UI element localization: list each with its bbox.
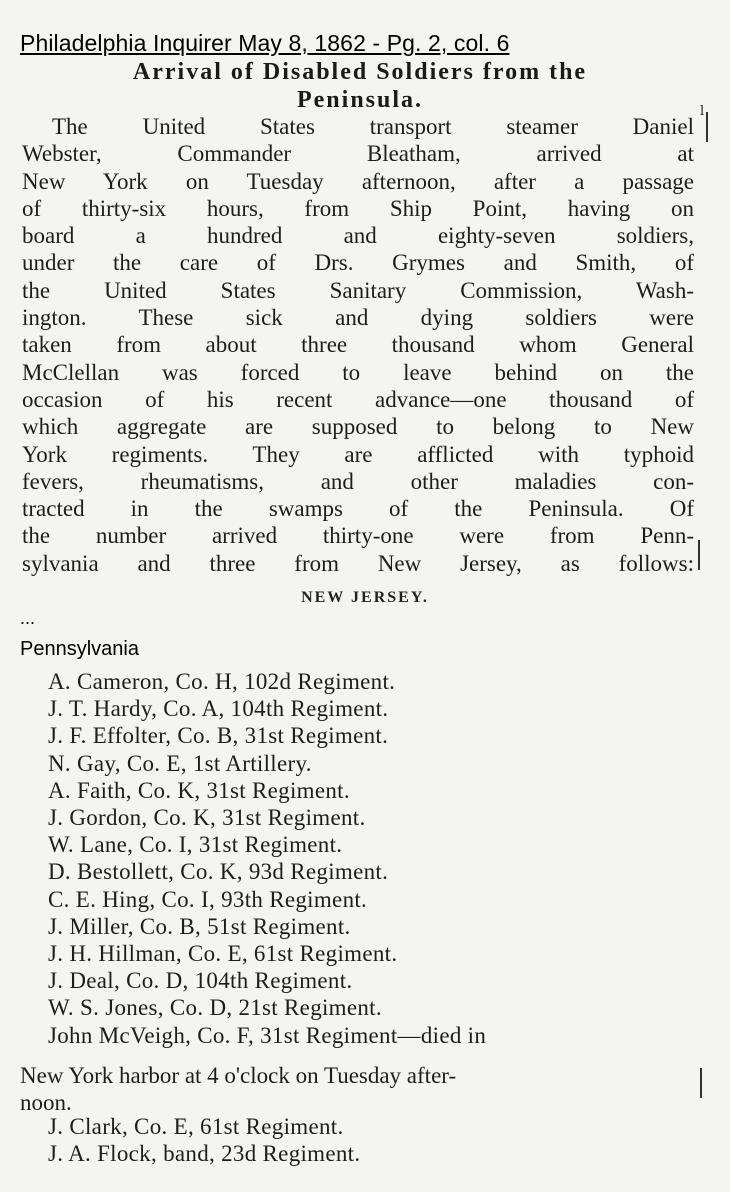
article-line: York regiments. They are afflicted with typhoid: [22, 441, 694, 467]
section-heading-pennsylvania: Pennsylvania: [20, 638, 139, 660]
article-line: board a hundred and eighty-seven soldiers,: [22, 223, 694, 249]
list-item: J. Gordon, Co. K, 31st Regiment.: [48, 805, 366, 831]
article-body: [22, 113, 694, 577]
list-item: W. Lane, Co. I, 31st Regiment.: [48, 832, 343, 858]
list-item: C. E. Hing, Co. I, 93th Regiment.: [48, 886, 368, 912]
article-line: The United States transport steamer Daniel: [52, 114, 694, 139]
margin-bracket: [698, 540, 700, 570]
list-item: J. Deal, Co. D, 104th Regiment.: [48, 968, 353, 994]
omission-ellipsis: ...: [20, 608, 36, 628]
margin-bracket: [706, 112, 708, 142]
note-line: noon.: [20, 1090, 72, 1116]
headline-continued: Peninsula.: [296, 87, 424, 113]
list-item: John McVeigh, Co. F, 31st Regiment—died in: [48, 1022, 487, 1048]
article-line: McClellan was forced to leave behind on the: [22, 359, 694, 385]
note-line: New York harbor at 4 o'clock on Tuesday after-: [20, 1063, 457, 1088]
article-line: the United States Sanitary Commission, Wash-: [22, 277, 694, 303]
mcveigh-note: [20, 1062, 700, 1116]
list-item: J. A. Flock, band, 23d Regiment.: [48, 1141, 361, 1167]
article-line: occasion of his recent advance—one thousand of: [22, 386, 694, 412]
article-line: tracted in the swamps of the Peninsula. Of: [22, 496, 694, 522]
list-item: J. Miller, Co. B, 51st Regiment.: [48, 913, 351, 939]
list-item: J. F. Effolter, Co. B, 31st Regiment.: [48, 723, 389, 749]
list-item: D. Bestollett, Co. K, 93d Regiment.: [48, 859, 389, 885]
article-line: Webster, Commander Bleatham, arrived at: [22, 141, 694, 167]
headline: Arrival of Disabled Soldiers from the: [132, 59, 588, 85]
article-line: of thirty-six hours, from Ship Point, having on: [22, 195, 694, 221]
pennsylvania-roster: [48, 668, 708, 1049]
margin-bracket: [700, 1068, 702, 1098]
section-heading-new-jersey: NEW JERSEY.: [301, 589, 429, 606]
list-item: W. S. Jones, Co. D, 21st Regiment.: [48, 995, 382, 1021]
list-item: N. Gay, Co. E, 1st Artillery.: [48, 750, 312, 776]
article-line: New York on Tuesday afternoon, after a passage: [22, 168, 694, 194]
list-item: J. H. Hillman, Co. E, 61st Regiment.: [48, 941, 398, 967]
pennsylvania-roster-continued: [48, 1113, 708, 1167]
article-line: under the care of Drs. Grymes and Smith, of: [22, 250, 694, 276]
article-line: the number arrived thirty-one were from Penn-: [22, 523, 694, 549]
list-item: A. Faith, Co. K, 31st Regiment.: [48, 777, 350, 803]
citation-header: Philadelphia Inquirer May 8, 1862 - Pg. 2, col. 6: [20, 30, 510, 56]
article-line: ington. These sick and dying soldiers were: [22, 305, 694, 331]
article-line: taken from about three thousand whom General: [22, 332, 694, 358]
article-line: which aggregate are supposed to belong to New: [22, 414, 694, 440]
article-line: sylvania and three from New Jersey, as follows:: [22, 550, 694, 576]
article-line: fevers, rheumatisms, and other maladies con-: [22, 468, 694, 494]
margin-mark: l: [700, 104, 705, 119]
list-item: A. Cameron, Co. H, 102d Regiment.: [48, 669, 396, 694]
list-item: J. T. Hardy, Co. A, 104th Regiment.: [48, 696, 389, 722]
list-item: J. Clark, Co. E, 61st Regiment.: [48, 1114, 344, 1139]
